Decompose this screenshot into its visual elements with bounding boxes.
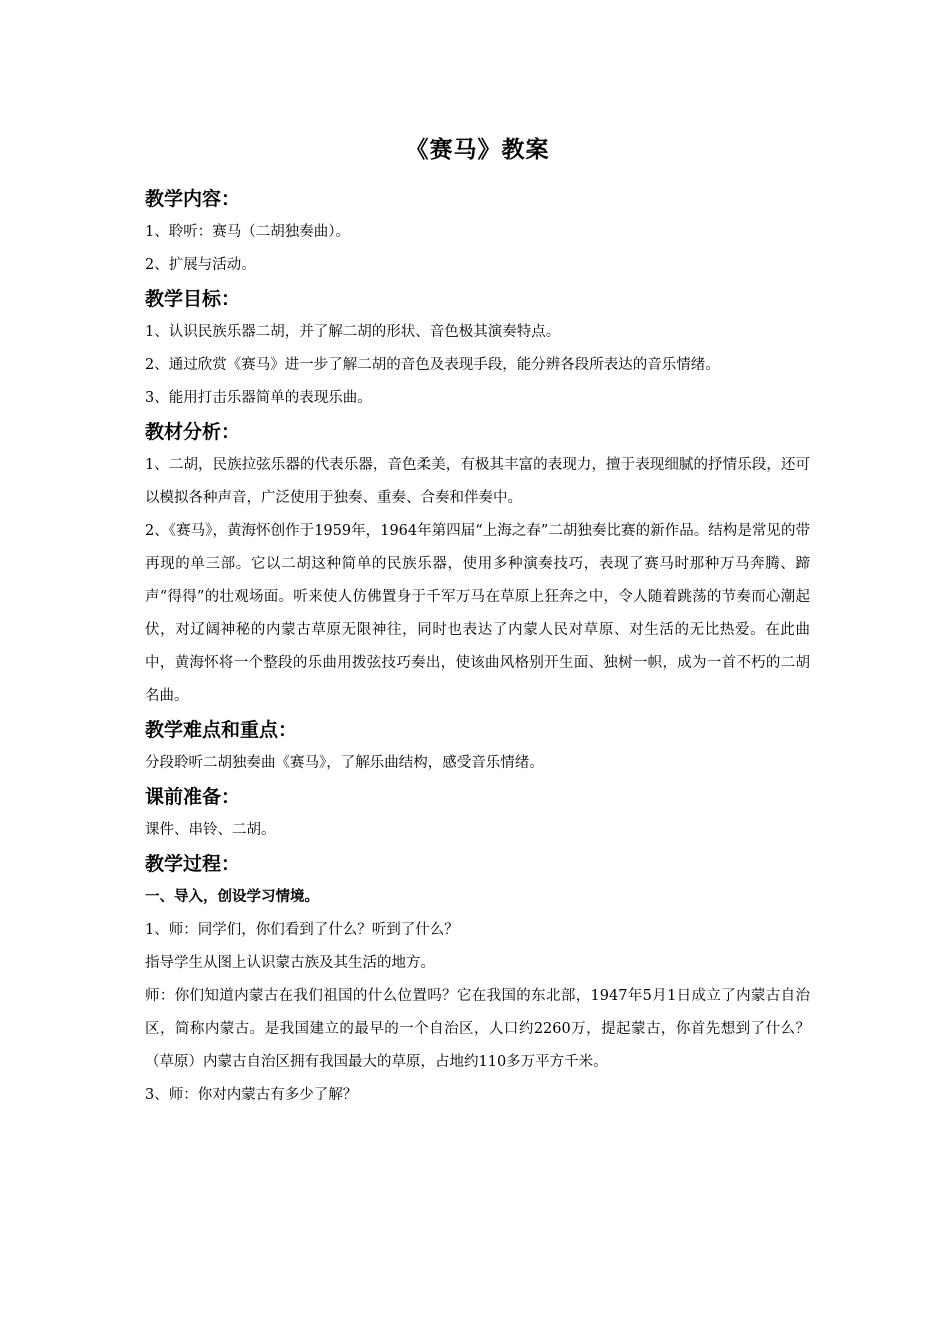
paragraph: 1、认识民族乐器二胡，并了解二胡的形状、音色极其演奏特点。 xyxy=(145,324,561,340)
section-heading-objectives: 教学目标： xyxy=(145,288,241,310)
paragraph: 师：你们知道内蒙古在我们祖国的什么位置吗？它在我国的东北部，1947年5月1日成立了内蒙古自治区，简称内蒙古。是我国建立的最早的一个自治区，人口约2260万，提起蒙古，你首先想到了什么？（草原）内蒙古自治区拥有我国最大的草原，占地约110多万平方千米。 xyxy=(145,988,810,1070)
paragraph: 2、通过欣赏《赛马》进一步了解二胡的音色及表现手段，能分辨各段所表达的音乐情绪。 xyxy=(145,357,720,373)
section-heading-content: 教学内容： xyxy=(145,188,241,210)
paragraph: 课件、串铃、二胡。 xyxy=(145,822,276,838)
section-heading-key-points: 教学难点和重点： xyxy=(145,719,298,741)
document-page xyxy=(145,128,810,1112)
paragraph: 2、扩展与活动。 xyxy=(145,257,256,273)
paragraph: 3、师：你对内蒙古有多少了解？ xyxy=(145,1087,358,1103)
section-heading-analysis: 教材分析： xyxy=(145,421,241,443)
section-heading-process: 教学过程： xyxy=(145,853,241,875)
paragraph: 1、二胡，民族拉弦乐器的代表乐器，音色柔美，有极其丰富的表现力，擅于表现细腻的抒情乐段，还可以模拟各种声音，广泛使用于独奏、重奏、合奏和伴奏中。 xyxy=(145,457,810,506)
paragraph: 指导学生从图上认识蒙古族及其生活的地方。 xyxy=(145,955,435,971)
paragraph: 1、聆听：赛马（二胡独奏曲）。 xyxy=(145,224,350,240)
section-heading-preparation: 课前准备： xyxy=(145,786,241,808)
subsection-heading: 一、导入，创设学习情境。 xyxy=(145,889,319,905)
paragraph: 2、《赛马》，黄海怀创作于1959年，1964年第四届“上海之春”二胡独奏比赛的新作品。结构是常见的带再现的单三部。它以二胡这种简单的民族乐器，使用多种演奏技巧，表现了赛马时那种万马奔腾、蹄声“得得”的壮观场面。听来使人仿佛置身于千军万马在草原上狂奔之中，令人随着跳荡的节奏而心潮起伏，对辽阔神秘的内蒙古草原无限神往，同时也表达了内蒙人民对草原、对生活的无比热爱。在此曲中，黄海怀将一个整段的乐曲用拨弦技巧奏出，使该曲风格别开生面、独树一帜，成为一首不朽的二胡名曲。 xyxy=(145,523,810,704)
document-title: 《赛马》教案 xyxy=(405,137,550,163)
paragraph: 3、能用打击乐器简单的表现乐曲。 xyxy=(145,390,372,406)
paragraph: 分段聆听二胡独奏曲《赛马》，了解乐曲结构，感受音乐情绪。 xyxy=(145,755,544,771)
paragraph: 1、师：同学们，你们看到了什么？听到了什么？ xyxy=(145,922,459,938)
